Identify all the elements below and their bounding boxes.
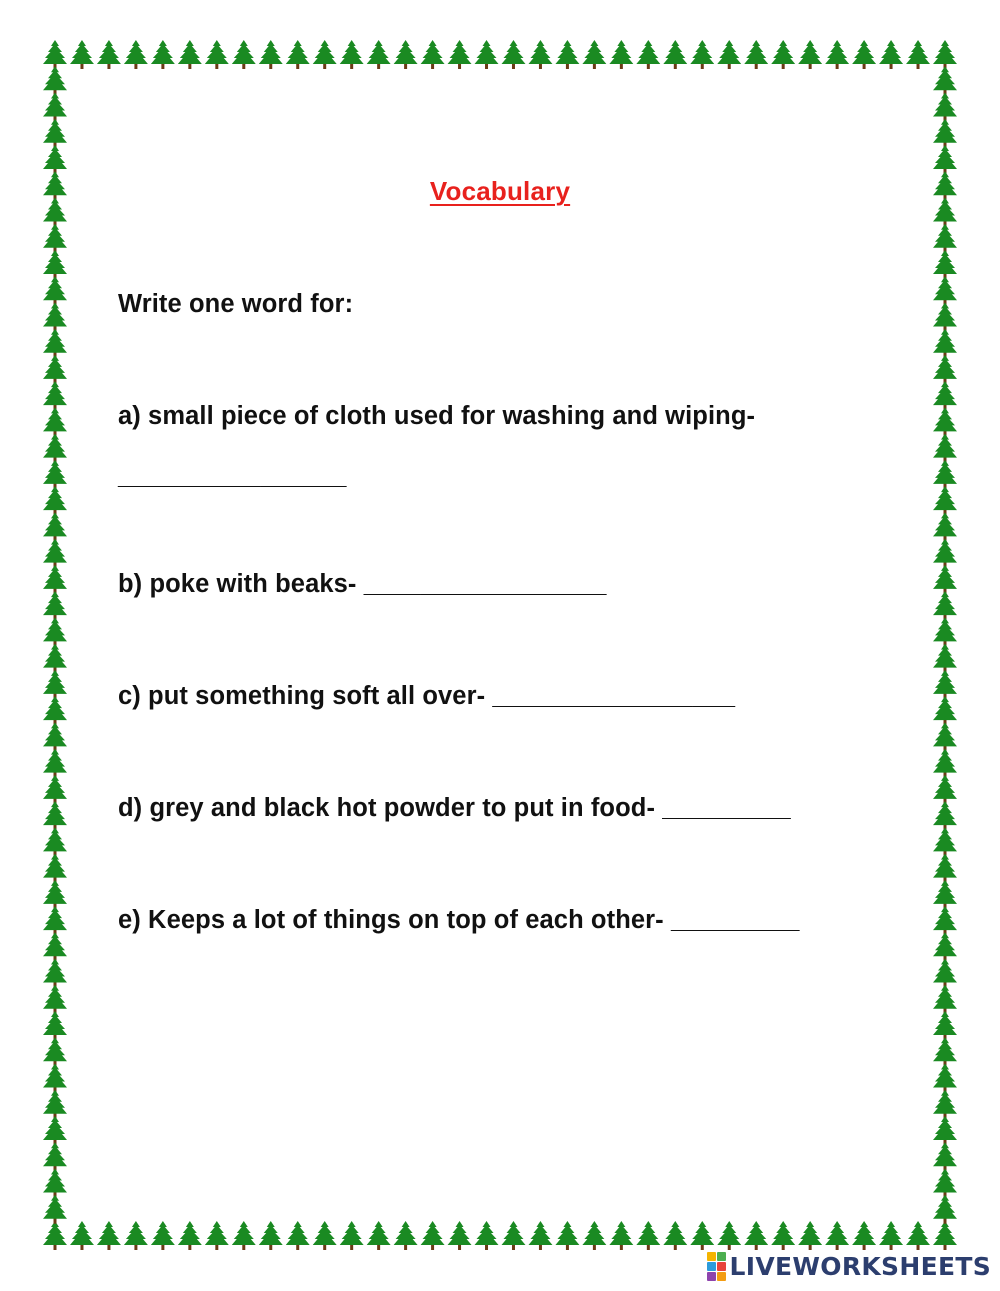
christmas-tree-icon	[43, 407, 67, 436]
christmas-tree-icon	[43, 932, 67, 961]
christmas-tree-icon	[933, 985, 957, 1014]
christmas-tree-icon	[43, 801, 67, 830]
christmas-tree-icon	[43, 434, 67, 463]
christmas-tree-icon	[475, 1221, 499, 1250]
christmas-tree-icon	[124, 1221, 148, 1250]
christmas-tree-icon	[43, 276, 67, 305]
christmas-tree-icon	[43, 644, 67, 673]
christmas-tree-icon	[178, 40, 202, 69]
christmas-tree-icon	[933, 1195, 957, 1224]
christmas-tree-icon	[43, 66, 67, 95]
christmas-tree-icon	[798, 40, 822, 69]
christmas-tree-icon	[313, 40, 337, 69]
christmas-tree-icon	[43, 670, 67, 699]
christmas-tree-icon	[933, 880, 957, 909]
christmas-tree-icon	[933, 302, 957, 331]
christmas-tree-icon	[43, 1090, 67, 1119]
christmas-tree-icon	[933, 722, 957, 751]
christmas-tree-icon	[151, 40, 175, 69]
christmas-tree-icon	[43, 1037, 67, 1066]
christmas-tree-icon	[43, 145, 67, 174]
christmas-tree-icon	[43, 985, 67, 1014]
christmas-tree-icon	[933, 1169, 957, 1198]
christmas-tree-icon	[205, 1221, 229, 1250]
christmas-tree-icon	[933, 539, 957, 568]
christmas-tree-icon	[933, 1037, 957, 1066]
christmas-tree-icon	[690, 40, 714, 69]
christmas-tree-icon	[394, 40, 418, 69]
christmas-tree-icon	[933, 66, 957, 95]
christmas-tree-icon	[43, 355, 67, 384]
christmas-tree-icon	[933, 617, 957, 646]
christmas-tree-icon	[933, 591, 957, 620]
christmas-tree-icon	[232, 1221, 256, 1250]
question-e: e) Keeps a lot of things on top of each other- _________	[118, 906, 800, 934]
christmas-tree-icon	[933, 932, 957, 961]
watermark-text: LIVEWORKSHEETS	[729, 1251, 991, 1281]
christmas-tree-icon	[933, 276, 957, 305]
christmas-tree-icon	[933, 670, 957, 699]
christmas-tree-icon	[933, 329, 957, 358]
christmas-tree-icon	[933, 486, 957, 515]
christmas-tree-icon	[933, 1142, 957, 1171]
christmas-tree-icon	[421, 40, 445, 69]
christmas-tree-icon	[70, 40, 94, 69]
christmas-tree-icon	[43, 1142, 67, 1171]
worksheet-title: Vocabulary	[429, 176, 571, 206]
christmas-tree-icon	[286, 40, 310, 69]
christmas-tree-icon	[933, 381, 957, 410]
question-a: a) small piece of cloth used for washing and wiping-	[118, 402, 756, 430]
christmas-tree-icon	[43, 906, 67, 935]
christmas-tree-icon	[205, 40, 229, 69]
christmas-tree-icon	[852, 40, 876, 69]
question-b: b) poke with beaks- _________________	[118, 570, 607, 598]
christmas-tree-icon	[448, 1221, 472, 1250]
christmas-tree-icon	[933, 40, 957, 69]
christmas-tree-icon	[663, 40, 687, 69]
christmas-tree-icon	[933, 749, 957, 778]
christmas-tree-icon	[97, 1221, 121, 1250]
christmas-tree-icon	[501, 40, 525, 69]
christmas-tree-icon	[933, 696, 957, 725]
christmas-tree-icon	[43, 565, 67, 594]
christmas-tree-icon	[609, 40, 633, 69]
christmas-tree-icon	[43, 749, 67, 778]
christmas-tree-icon	[744, 1221, 768, 1250]
christmas-tree-icon	[421, 1221, 445, 1250]
christmas-tree-icon	[43, 460, 67, 489]
christmas-tree-icon	[259, 40, 283, 69]
christmas-tree-icon	[933, 1221, 957, 1250]
logo-block	[707, 1272, 716, 1281]
christmas-tree-icon	[43, 696, 67, 725]
christmas-tree-icon	[933, 145, 957, 174]
christmas-tree-icon	[933, 906, 957, 935]
christmas-tree-icon	[933, 1064, 957, 1093]
christmas-tree-icon	[933, 119, 957, 148]
christmas-tree-icon	[717, 1221, 741, 1250]
christmas-tree-icon	[313, 1221, 337, 1250]
question-c: c) put something soft all over- _________________	[118, 682, 736, 710]
christmas-tree-icon	[933, 355, 957, 384]
christmas-tree-icon	[663, 1221, 687, 1250]
logo-block	[717, 1262, 726, 1271]
christmas-tree-icon	[43, 617, 67, 646]
christmas-tree-icon	[825, 1221, 849, 1250]
christmas-tree-icon	[43, 1011, 67, 1040]
christmas-tree-icon	[933, 959, 957, 988]
christmas-tree-icon	[636, 1221, 660, 1250]
christmas-tree-icon	[690, 1221, 714, 1250]
liveworksheets-logo-icon	[707, 1252, 726, 1281]
christmas-tree-icon	[879, 40, 903, 69]
christmas-tree-icon	[933, 644, 957, 673]
christmas-tree-icon	[43, 92, 67, 121]
question-d: d) grey and black hot powder to put in food- _________	[118, 794, 791, 822]
logo-block	[707, 1262, 716, 1271]
christmas-tree-icon	[744, 40, 768, 69]
christmas-tree-icon	[933, 434, 957, 463]
christmas-tree-icon	[475, 40, 499, 69]
christmas-tree-icon	[933, 250, 957, 279]
christmas-tree-icon	[555, 1221, 579, 1250]
christmas-tree-icon	[43, 224, 67, 253]
christmas-tree-icon	[43, 1169, 67, 1198]
christmas-tree-icon	[528, 40, 552, 69]
logo-block	[707, 1252, 716, 1261]
christmas-tree-icon	[555, 40, 579, 69]
christmas-tree-icon	[933, 92, 957, 121]
christmas-tree-icon	[70, 1221, 94, 1250]
christmas-tree-icon	[340, 40, 364, 69]
christmas-tree-icon	[771, 40, 795, 69]
christmas-tree-icon	[609, 1221, 633, 1250]
logo-block	[717, 1252, 726, 1261]
christmas-tree-icon	[933, 224, 957, 253]
christmas-tree-icon	[501, 1221, 525, 1250]
liveworksheets-watermark	[707, 1251, 991, 1281]
christmas-tree-icon	[43, 1221, 67, 1250]
christmas-tree-icon	[151, 1221, 175, 1250]
christmas-tree-icon	[933, 1011, 957, 1040]
christmas-tree-icon	[448, 40, 472, 69]
christmas-tree-icon	[43, 880, 67, 909]
christmas-tree-icon	[43, 486, 67, 515]
christmas-tree-icon	[825, 40, 849, 69]
christmas-tree-icon	[43, 827, 67, 856]
christmas-tree-icon	[286, 1221, 310, 1250]
christmas-tree-icon	[43, 854, 67, 883]
christmas-tree-icon	[43, 959, 67, 988]
christmas-tree-icon	[717, 40, 741, 69]
christmas-tree-icon	[933, 460, 957, 489]
logo-block	[717, 1272, 726, 1281]
christmas-tree-icon	[178, 1221, 202, 1250]
christmas-tree-icon	[933, 407, 957, 436]
christmas-tree-icon	[852, 1221, 876, 1250]
christmas-tree-icon	[933, 512, 957, 541]
christmas-tree-icon	[43, 302, 67, 331]
christmas-tree-icon	[43, 1116, 67, 1145]
christmas-tree-icon	[879, 1221, 903, 1250]
christmas-tree-icon	[259, 1221, 283, 1250]
christmas-tree-icon	[43, 381, 67, 410]
christmas-tree-icon	[43, 40, 67, 69]
christmas-tree-icon	[933, 1116, 957, 1145]
christmas-tree-icon	[933, 565, 957, 594]
christmas-tree-icon	[636, 40, 660, 69]
christmas-tree-icon	[340, 1221, 364, 1250]
christmas-tree-icon	[43, 775, 67, 804]
christmas-tree-icon	[43, 722, 67, 751]
christmas-tree-icon	[933, 827, 957, 856]
christmas-tree-icon	[43, 1195, 67, 1224]
christmas-tree-icon	[43, 329, 67, 358]
christmas-tree-icon	[906, 1221, 930, 1250]
christmas-tree-icon	[528, 1221, 552, 1250]
answer-blank-a[interactable]: ________________	[118, 462, 347, 490]
instruction-text: Write one word for:	[118, 290, 354, 318]
christmas-tree-icon	[232, 40, 256, 69]
christmas-tree-icon	[367, 40, 391, 69]
christmas-tree-icon	[43, 119, 67, 148]
christmas-tree-icon	[43, 539, 67, 568]
christmas-tree-icon	[933, 1090, 957, 1119]
christmas-tree-icon	[43, 250, 67, 279]
christmas-tree-icon	[798, 1221, 822, 1250]
christmas-tree-icon	[771, 1221, 795, 1250]
christmas-tree-icon	[124, 40, 148, 69]
christmas-tree-icon	[906, 40, 930, 69]
christmas-tree-icon	[43, 1064, 67, 1093]
christmas-tree-icon	[582, 40, 606, 69]
christmas-tree-icon	[394, 1221, 418, 1250]
christmas-tree-icon	[43, 512, 67, 541]
christmas-tree-icon	[933, 801, 957, 830]
christmas-tree-icon	[933, 775, 957, 804]
christmas-tree-icon	[97, 40, 121, 69]
christmas-tree-icon	[582, 1221, 606, 1250]
christmas-tree-icon	[367, 1221, 391, 1250]
christmas-tree-icon	[43, 591, 67, 620]
christmas-tree-icon	[933, 854, 957, 883]
